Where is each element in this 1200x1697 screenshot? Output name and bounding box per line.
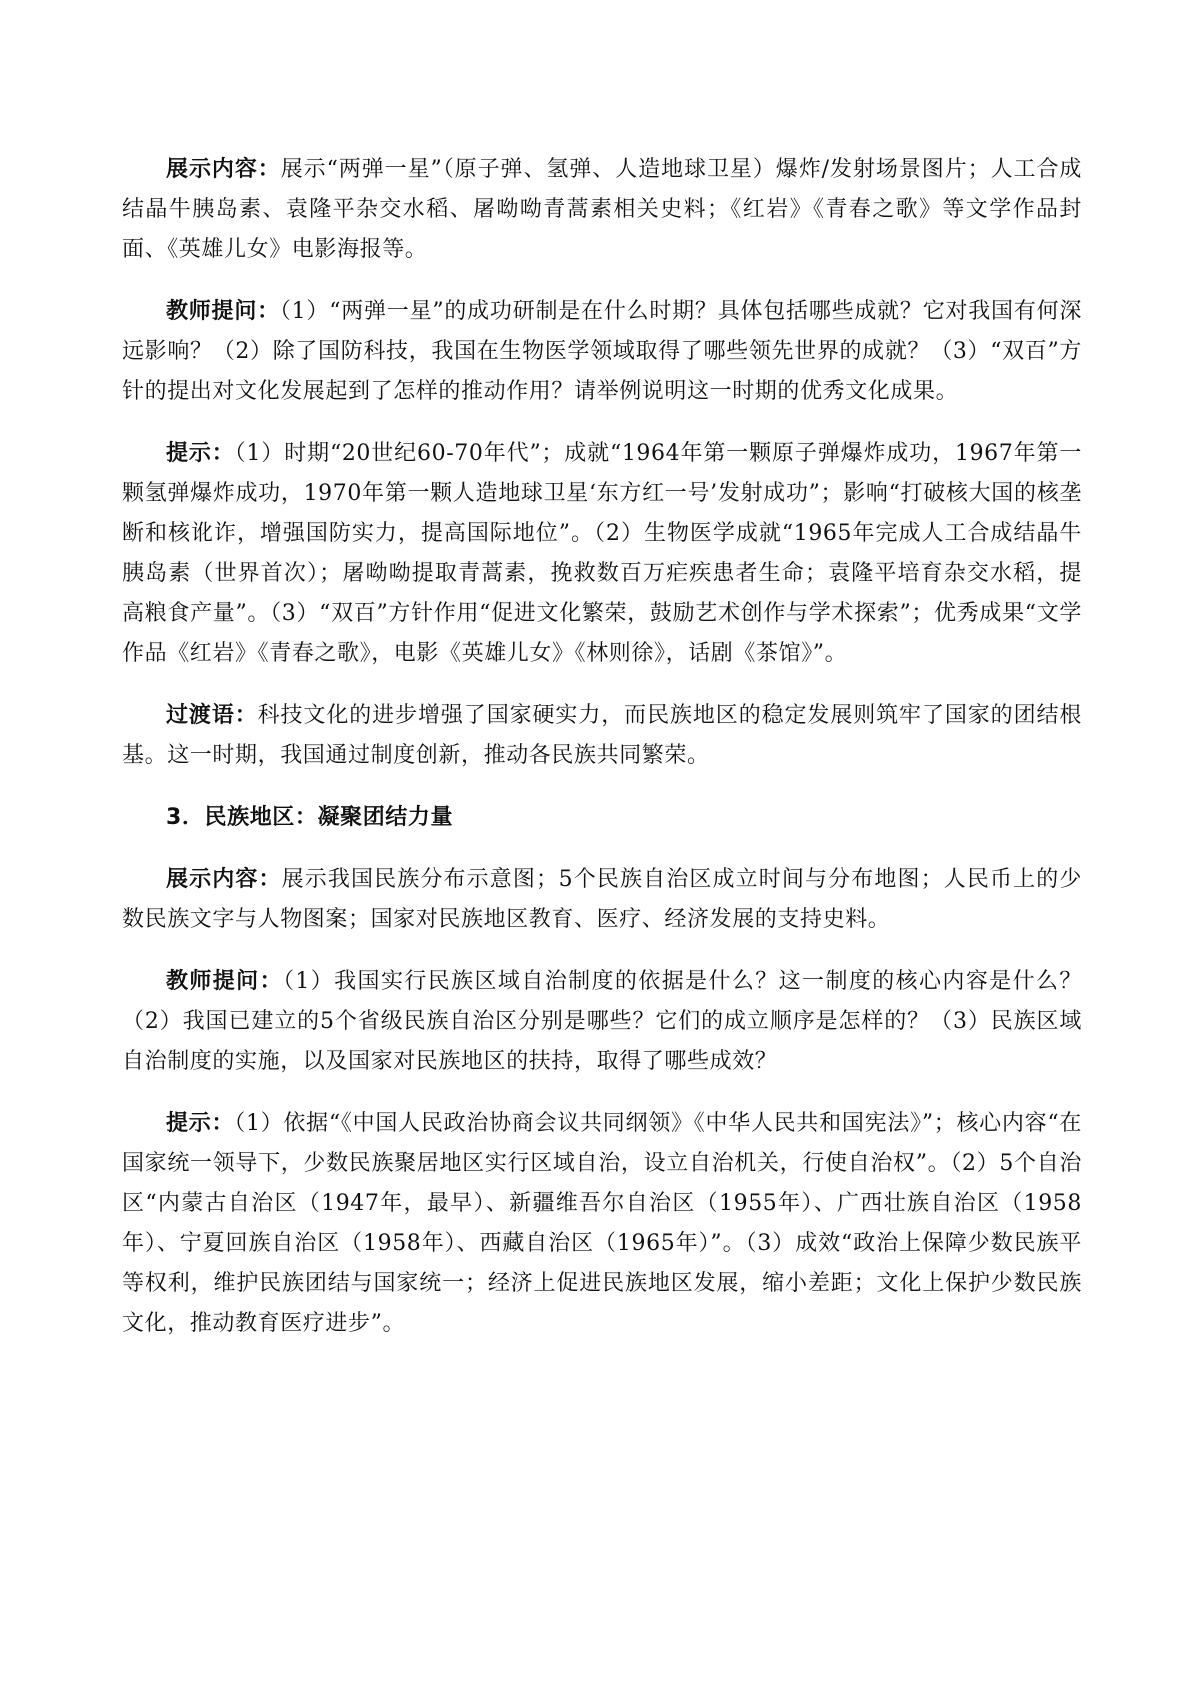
paragraph-label: 过渡语： [166, 703, 258, 728]
section-heading: 3．民族地区：凝聚团结力量 [166, 805, 454, 830]
transition-paragraph [122, 696, 1082, 776]
paragraph-label: 提示： [166, 441, 235, 466]
paragraph-text: 展示我国民族分布示意图；5个民族自治区成立时间与分布地图；人民币上的少数民族文字与人物图案；国家对民族地区教育、医疗、经济发展的支持史料。 [122, 867, 1082, 932]
paragraph-label: 展示内容： [166, 867, 282, 892]
paragraph-text: （1）我国实行民族区域自治制度的依据是什么？这一制度的核心内容是什么？（2）我国已建立的5个省级民族自治区分别是哪些？它们的成立顺序是怎样的？（3）民族区域自治制度的实施，以及国家对民族地区的扶持，取得了哪些成效？ [122, 969, 1082, 1074]
paragraph-text: 科技文化的进步增强了国家硬实力，而民族地区的稳定发展则筑牢了国家的团结根基。这一时期，我国通过制度创新，推动各民族共同繁荣。 [122, 703, 1082, 768]
teacher-question-paragraph [122, 962, 1082, 1082]
teacher-question-paragraph [122, 292, 1082, 412]
display-content-paragraph [122, 150, 1082, 270]
paragraph-text: 展示“两弹一星”（原子弹、氢弹、人造地球卫星）爆炸/发射场景图片；人工合成结晶牛胰岛素、袁隆平杂交水稻、屠呦呦青蒿素相关史料；《红岩》《青春之歌》等文学作品封面、《英雄儿女》电影海报等。 [122, 157, 1082, 262]
document-body [122, 150, 1082, 1366]
paragraph-label: 展示内容： [166, 157, 281, 182]
paragraph-text: （1）“两弹一星”的成功研制是在什么时期？具体包括哪些成就？它对我国有何深远影响？（2）除了国防科技，我国在生物医学领域取得了哪些领先世界的成就？（3）“双百”方针的提出对文化发展起到了怎样的推动作用？请举例说明这一时期的优秀文化成果。 [122, 299, 1082, 404]
paragraph-text: （1）时期“20世纪60-70年代”；成就“1964年第一颗原子弹爆炸成功，1967年第一颗氢弹爆炸成功，1970年第一颗人造地球卫星‘东方红一号’发射成功”；影响“打破核大国的核垄断和核讹诈，增强国防实力，提高国际地位”。（2）生物医学成就“1965年完成人工合成结晶牛胰岛素（世界首次）；屠呦呦提取青蒿素，挽救数百万疟疾患者生命；袁隆平培育杂交水稻，提高粮食产量”。（3）“双百”方针作用“促进文化繁荣，鼓励艺术创作与学术探索”；优秀成果“文学作品《红岩》《青春之歌》，电影《英雄儿女》《林则徐》，话剧《茶馆》”。 [122, 441, 1082, 666]
hint-paragraph [122, 434, 1082, 674]
paragraph-text: （1）依据“《中国人民政治协商会议共同纲领》《中华人民共和国宪法》”；核心内容“在国家统一领导下，少数民族聚居地区实行区域自治，设立自治机关，行使自治权”。（2）5个自治区“内蒙古自治区（1947年，最早）、新疆维吾尔自治区（1955年）、广西壮族自治区（1958年）、宁夏回族自治区（1958年）、西藏自治区（1965年）”。（3）成效“政治上保障少数民族平等权利，维护民族团结与国家统一；经济上促进民族地区发展，缩小差距；文化上保护少数民族文化，推动教育医疗进步”。 [122, 1111, 1082, 1336]
paragraph-label: 提示： [166, 1111, 235, 1136]
paragraph-label: 教师提问： [166, 299, 280, 324]
hint-paragraph [122, 1104, 1082, 1344]
paragraph-label: 教师提问： [166, 969, 283, 994]
display-content-paragraph [122, 860, 1082, 940]
